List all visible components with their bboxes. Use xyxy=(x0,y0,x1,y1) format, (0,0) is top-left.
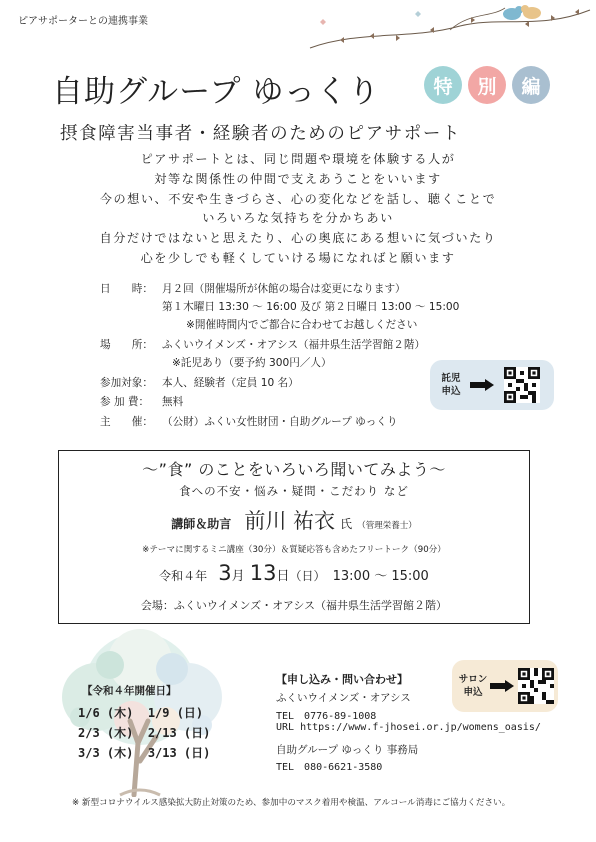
contact-title: 【申し込み・問い合わせ】 xyxy=(276,673,408,686)
event-month: 3 xyxy=(218,561,232,585)
badge-circle-2: 別 xyxy=(468,66,506,104)
host-label: 主 催： xyxy=(100,416,153,428)
salon-qr-card[interactable] xyxy=(452,660,558,712)
schedule-title: 【令和４年開催日】 xyxy=(82,685,177,697)
header-label: ピアサポーターとの連携事業 xyxy=(18,16,148,27)
event-time: 13:00 ～ 15:00 xyxy=(332,569,429,584)
badge-circle-1: 特 xyxy=(424,66,462,104)
bird-icon xyxy=(503,6,523,20)
event-topics: 食への不安・悩み・疑問・こだわり など xyxy=(179,484,409,498)
speaker-line xyxy=(59,505,529,535)
contact-org: ふくいウイメンズ・オアシス xyxy=(276,692,411,704)
place-line-1: ふくいウイメンズ・オアシス（福井県生活学習館２階） xyxy=(162,339,426,351)
page-title: 自助グループ ゆっくり xyxy=(52,74,381,110)
bird-icon xyxy=(521,5,541,19)
arrow-right-icon xyxy=(470,379,494,391)
contact-tel: TEL 0776-89-1008 xyxy=(276,711,377,722)
intro-line: 心を少しでも軽くしていける場になればと願います xyxy=(140,250,456,265)
qr-code-icon xyxy=(504,367,540,403)
schedule-row: 2/3 (木) 2/13 (日) xyxy=(78,726,211,740)
place-line-2: ※託児あり（要予約 300円／人） xyxy=(172,357,332,369)
event-day: 13 xyxy=(249,561,277,585)
intro-line: いろいろな気持ちを分かちあい xyxy=(202,211,394,226)
intro-line: 自分だけではないと思えたり、心の奥底にある想いに気づいたり xyxy=(99,231,497,246)
contact-group-tel: TEL 080-6621-3580 xyxy=(276,762,383,773)
contact-group: 自助グループ ゆっくり 事務局 xyxy=(276,744,419,756)
intro-paragraph xyxy=(40,150,556,269)
event-date-line: 令和４年 3月 13日（日） 13:00 ～ 15:00 xyxy=(159,561,429,585)
event-venue: 会場：ふくいウイメンズ・オアシス（福井県生活学習館２階） xyxy=(140,599,448,612)
datetime-line-2: 第１木曜日 13:30 ～ 16:00 及び 第２日曜日 13:00 ～ 15:00 xyxy=(162,301,460,313)
fee-value: 無料 xyxy=(162,396,184,408)
datetime-line-1: 月２回（開催場所が休館の場合は変更になります） xyxy=(162,283,406,295)
childcare-qr-card[interactable] xyxy=(430,360,554,410)
event-box xyxy=(58,450,530,624)
intro-line: ピアサポートとは、同じ問題や環境を体験する人が xyxy=(140,152,456,166)
datetime-label: 日 時： xyxy=(100,283,153,295)
footnote: ※ 新型コロナウイルス感染拡大防止対策のため、参加中のマスク着用や検温、アルコール消毒にご協力ください。 xyxy=(72,798,511,808)
target-label: 参加対象： xyxy=(100,377,153,389)
event-theme: ～”食” のことをいろいろ聞いてみよう～ xyxy=(142,460,446,479)
place-label: 場 所： xyxy=(100,339,153,351)
target-value: 本人、経験者（定員 10 名） xyxy=(162,377,299,389)
program-note: ※テーマに関するミニ講座（30分）＆質疑応答も含めたフリートーク（90分） xyxy=(142,545,446,555)
arrow-right-icon xyxy=(490,680,514,692)
fee-label: 参 加 費： xyxy=(100,396,150,408)
salon-qr-label: サロン 申込 xyxy=(458,674,488,698)
host-value: （公財）ふくい女性財団・自助グループ ゆっくり xyxy=(162,416,398,428)
childcare-qr-label: 託児 申込 xyxy=(441,373,461,397)
speaker-suffix: 氏 xyxy=(340,517,353,531)
speaker-title: （管理栄養士） xyxy=(357,521,417,531)
speaker-name: 前川 祐衣 xyxy=(244,509,336,533)
datetime-line-3: ※開催時間内でご都合に合わせてお越しください xyxy=(186,319,418,331)
qr-code-icon xyxy=(518,668,554,704)
subtitle: 摂食障害当事者・経験者のためのピアサポート xyxy=(60,124,462,144)
speaker-role: 講師＆助言 xyxy=(171,517,232,531)
schedule-row: 3/3 (木) 3/13 (日) xyxy=(78,746,211,760)
intro-line: 対等な関係性の仲間で支えあうことをいいます xyxy=(154,171,442,186)
badge-circle-3: 編 xyxy=(512,66,550,104)
contact-url[interactable]: URL https://www.f-jhosei.or.jp/womens_oasis/ xyxy=(276,722,541,733)
vine-birds-decoration xyxy=(300,0,596,62)
schedule-row: 1/6 (木) 1/9 (日) xyxy=(78,706,204,720)
intro-line: 今の想い、不安や生きづらさ、心の変化などを話し、聴くことで xyxy=(99,191,497,206)
